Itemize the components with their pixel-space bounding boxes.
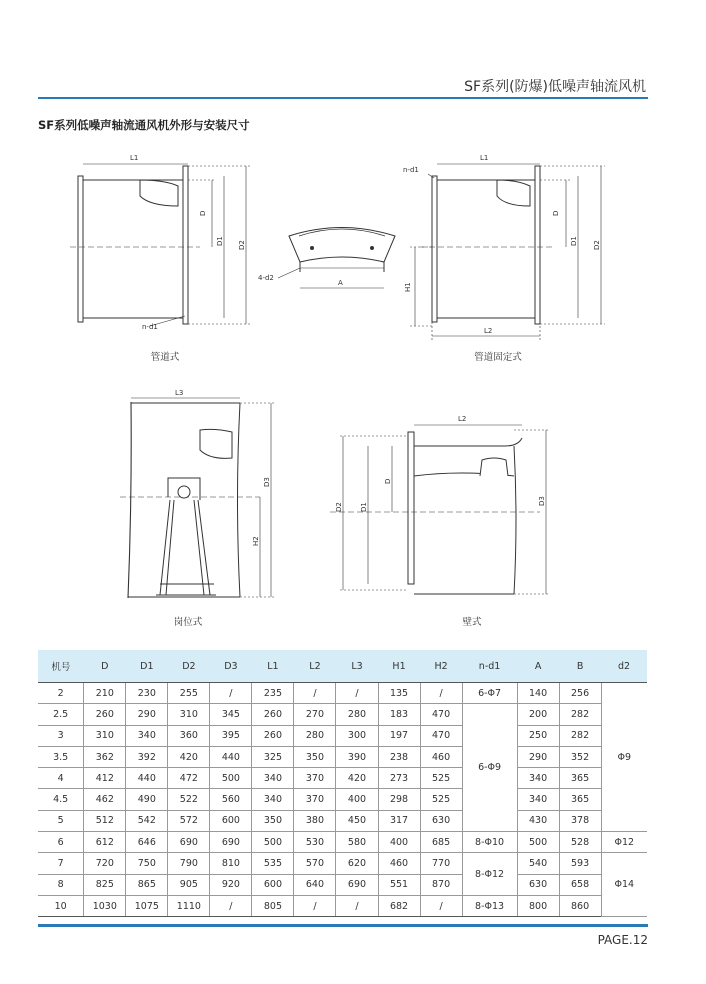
table-cell: 1075 — [126, 895, 168, 916]
table-cell: 1030 — [84, 895, 126, 916]
table-cell: 420 — [168, 746, 210, 767]
outlet-flange — [183, 166, 188, 324]
table-cell: 525 — [420, 789, 462, 810]
header-cell: d2 — [601, 650, 647, 683]
table-cell: 197 — [378, 725, 420, 746]
table-cell: 6-Φ9 — [462, 704, 517, 832]
table-cell: 500 — [210, 768, 252, 789]
outlet-flange — [535, 166, 540, 324]
label-d1: D1 — [570, 236, 578, 246]
table-cell: 630 — [420, 810, 462, 831]
table-cell: 4.5 — [38, 789, 84, 810]
table-cell: 298 — [378, 789, 420, 810]
table-cell: 570 — [294, 853, 336, 874]
label-d: D — [199, 210, 207, 216]
table-cell: 365 — [559, 789, 601, 810]
table-cell: 440 — [210, 746, 252, 767]
table-cell: 500 — [252, 832, 294, 853]
table-cell: 365 — [559, 768, 601, 789]
header-cell: D — [84, 650, 126, 683]
table-cell: Φ12 — [601, 832, 647, 853]
label-d2: D2 — [593, 240, 601, 250]
table-cell: 440 — [126, 768, 168, 789]
table-cell: 905 — [168, 874, 210, 895]
outlet-bellmouth — [514, 446, 516, 594]
table-cell: 865 — [126, 874, 168, 895]
table-cell: 310 — [84, 725, 126, 746]
table-cell: 1110 — [168, 895, 210, 916]
table-cell: 690 — [210, 832, 252, 853]
outlet-rim — [238, 403, 241, 597]
label-h2: H2 — [252, 536, 260, 546]
table-cell: 535 — [252, 853, 294, 874]
table-cell: 290 — [517, 746, 559, 767]
caption-fixed-duct-type: 管道固定式 — [474, 352, 522, 363]
motor-box — [140, 180, 178, 206]
table-cell: 490 — [126, 789, 168, 810]
table-cell: / — [336, 895, 378, 916]
shaft-hub — [178, 486, 190, 498]
header-cell: D3 — [210, 650, 252, 683]
table-cell: 290 — [126, 704, 168, 725]
table-cell: 352 — [559, 746, 601, 767]
table-cell: 8-Φ13 — [462, 895, 517, 916]
table-cell: 350 — [294, 746, 336, 767]
table-cell: 8 — [38, 874, 84, 895]
table-cell: / — [420, 683, 462, 704]
table-cell: 250 — [517, 725, 559, 746]
table-row — [38, 895, 647, 916]
drawing-duct-type — [70, 154, 250, 331]
technical-drawings — [0, 140, 706, 640]
table-cell: 235 — [252, 683, 294, 704]
table-cell: 8-Φ10 — [462, 832, 517, 853]
table-cell: 640 — [294, 874, 336, 895]
table-cell: 522 — [168, 789, 210, 810]
table-cell: 200 — [517, 704, 559, 725]
label-l3: L3 — [175, 389, 184, 397]
table-cell: 682 — [378, 895, 420, 916]
table-cell: 860 — [559, 895, 601, 916]
table-cell: 273 — [378, 768, 420, 789]
table-cell: 5 — [38, 810, 84, 831]
table-cell: 825 — [84, 874, 126, 895]
table-cell: 512 — [84, 810, 126, 831]
table-cell: 10 — [38, 895, 84, 916]
table-cell: / — [210, 895, 252, 916]
table-cell: 500 — [517, 832, 559, 853]
table-cell: Φ9 — [601, 683, 647, 832]
drawing-post-type — [120, 389, 275, 598]
table-row — [38, 853, 647, 874]
table-cell: 805 — [252, 895, 294, 916]
table-cell: 255 — [168, 683, 210, 704]
table-cell: 420 — [336, 768, 378, 789]
table-cell: 690 — [168, 832, 210, 853]
table-cell: 300 — [336, 725, 378, 746]
header-cell: D2 — [168, 650, 210, 683]
housing-edge — [414, 438, 522, 446]
caption-post-type: 岗位式 — [173, 617, 203, 628]
table-cell: 8-Φ12 — [462, 853, 517, 896]
header-cell: L2 — [294, 650, 336, 683]
table-row — [38, 768, 647, 789]
table-row — [38, 704, 647, 725]
table-cell: 3 — [38, 725, 84, 746]
header-cell: 机号 — [38, 650, 84, 683]
table-cell: 400 — [378, 832, 420, 853]
table-cell: 260 — [252, 704, 294, 725]
table-row — [38, 810, 647, 831]
table-cell: 690 — [336, 874, 378, 895]
table-cell: 256 — [559, 683, 601, 704]
table-cell: 345 — [210, 704, 252, 725]
label-l2: L2 — [458, 415, 467, 423]
table-cell: 400 — [336, 789, 378, 810]
table-cell: Φ14 — [601, 853, 647, 917]
drawing-mounting-foot — [258, 228, 395, 289]
label-d: D — [384, 478, 392, 484]
table-cell: 685 — [420, 832, 462, 853]
caption-duct-type: 管道式 — [150, 352, 180, 363]
table-cell: 370 — [294, 768, 336, 789]
table-cell: 750 — [126, 853, 168, 874]
label-d: D — [552, 210, 560, 216]
table-cell: 412 — [84, 768, 126, 789]
table-cell: 340 — [517, 789, 559, 810]
table-cell: 282 — [559, 725, 601, 746]
table-cell: 2 — [38, 683, 84, 704]
table-cell: 870 — [420, 874, 462, 895]
motor-box — [200, 429, 232, 458]
drawing-fixed-duct-type — [403, 154, 605, 340]
label-l1: L1 — [480, 154, 489, 162]
table-cell: 238 — [378, 746, 420, 767]
table-cell: 340 — [517, 768, 559, 789]
table-cell: 4 — [38, 768, 84, 789]
table-cell: / — [294, 683, 336, 704]
label-n-d1: n-d1 — [142, 323, 158, 331]
footer-divider — [38, 924, 648, 927]
table-header-row — [38, 650, 647, 683]
label-d1: D1 — [360, 502, 368, 512]
table-cell: 340 — [126, 725, 168, 746]
label-a: A — [338, 279, 343, 287]
header-cell: H1 — [378, 650, 420, 683]
table-cell: 280 — [336, 704, 378, 725]
label-d1: D1 — [216, 236, 224, 246]
table-cell: 810 — [210, 853, 252, 874]
drawing-wall-type — [330, 415, 550, 594]
wall-flange — [408, 432, 414, 584]
table-cell: 530 — [294, 832, 336, 853]
section-title: SF系列低噪声轴流通风机外形与安装尺寸 — [38, 118, 250, 132]
table-cell: 572 — [168, 810, 210, 831]
table-row — [38, 789, 647, 810]
table-cell: 551 — [378, 874, 420, 895]
table-cell: 310 — [168, 704, 210, 725]
header-cell: L3 — [336, 650, 378, 683]
table-cell: 620 — [336, 853, 378, 874]
table-cell: 270 — [294, 704, 336, 725]
table-cell: 460 — [420, 746, 462, 767]
table-cell: 630 — [517, 874, 559, 895]
motor-box — [480, 458, 508, 476]
table-cell: 658 — [559, 874, 601, 895]
table-body — [38, 683, 647, 917]
table-cell: 390 — [336, 746, 378, 767]
table-cell: 720 — [84, 853, 126, 874]
table-row — [38, 746, 647, 767]
table-cell: 920 — [210, 874, 252, 895]
table-cell: 525 — [420, 768, 462, 789]
drawings-svg — [0, 140, 706, 640]
table-cell: 325 — [252, 746, 294, 767]
table-cell: 560 — [210, 789, 252, 810]
table-cell: 260 — [252, 725, 294, 746]
motor-box — [497, 180, 530, 206]
foot-saddle — [289, 228, 395, 263]
header-divider — [38, 97, 648, 99]
table-cell: 135 — [378, 683, 420, 704]
label-l1: L1 — [130, 154, 139, 162]
label-n-d1: n-d1 — [403, 166, 419, 174]
table-cell: 140 — [517, 683, 559, 704]
table-cell: 580 — [336, 832, 378, 853]
table-cell: 317 — [378, 810, 420, 831]
caption-wall-type: 壁式 — [462, 617, 482, 628]
table-cell: 362 — [84, 746, 126, 767]
table-cell: 360 — [168, 725, 210, 746]
table-cell: 600 — [252, 874, 294, 895]
header-cell: D1 — [126, 650, 168, 683]
table-cell: 3.5 — [38, 746, 84, 767]
inlet-bellmouth — [128, 402, 131, 598]
table-row — [38, 874, 647, 895]
table-cell: 7 — [38, 853, 84, 874]
table-cell: / — [420, 895, 462, 916]
header-cell: H2 — [420, 650, 462, 683]
table-cell: 350 — [252, 810, 294, 831]
inlet-flange — [432, 176, 437, 322]
table-row — [38, 832, 647, 853]
table-cell: 542 — [126, 810, 168, 831]
table-cell: 593 — [559, 853, 601, 874]
table-cell: 282 — [559, 704, 601, 725]
table-cell: 380 — [294, 810, 336, 831]
header-cell: A — [517, 650, 559, 683]
table-cell: 370 — [294, 789, 336, 810]
table-cell: 600 — [210, 810, 252, 831]
table-cell: 378 — [559, 810, 601, 831]
table-cell: 646 — [126, 832, 168, 853]
table-cell: 6 — [38, 832, 84, 853]
table-cell: / — [210, 683, 252, 704]
table-cell: 340 — [252, 768, 294, 789]
inlet-flange — [78, 176, 83, 322]
table-cell: 230 — [126, 683, 168, 704]
table-cell: 395 — [210, 725, 252, 746]
label-h1: H1 — [404, 282, 412, 292]
page-header-title: SF系列(防爆)低噪声轴流风机 — [464, 79, 646, 95]
table-cell: 280 — [294, 725, 336, 746]
table-cell: 430 — [517, 810, 559, 831]
label-d2: D2 — [335, 502, 343, 512]
table-cell: 540 — [517, 853, 559, 874]
page-number: PAGE.12 — [597, 933, 648, 947]
table-cell: 462 — [84, 789, 126, 810]
table-cell: / — [336, 683, 378, 704]
label-l2: L2 — [484, 327, 493, 335]
table-cell: 470 — [420, 725, 462, 746]
table-cell: 790 — [168, 853, 210, 874]
table-cell: 183 — [378, 704, 420, 725]
header-cell: B — [559, 650, 601, 683]
table-cell: 770 — [420, 853, 462, 874]
table-cell: / — [294, 895, 336, 916]
label-4-d2: 4-d2 — [258, 274, 274, 282]
table-cell: 210 — [84, 683, 126, 704]
label-d2: D2 — [238, 240, 246, 250]
table-row — [38, 725, 647, 746]
table-cell: 612 — [84, 832, 126, 853]
header-cell: L1 — [252, 650, 294, 683]
table-cell: 528 — [559, 832, 601, 853]
table-cell: 472 — [168, 768, 210, 789]
header-cell: n-d1 — [462, 650, 517, 683]
label-d3: D3 — [538, 496, 546, 506]
table-cell: 450 — [336, 810, 378, 831]
table-cell: 470 — [420, 704, 462, 725]
label-d3: D3 — [263, 477, 271, 487]
table-cell: 800 — [517, 895, 559, 916]
table-row — [38, 683, 647, 704]
table-cell: 2.5 — [38, 704, 84, 725]
dimension-table — [38, 650, 647, 917]
table-cell: 6-Φ7 — [462, 683, 517, 704]
table-cell: 340 — [252, 789, 294, 810]
table-cell: 260 — [84, 704, 126, 725]
table-cell: 392 — [126, 746, 168, 767]
table-cell: 460 — [378, 853, 420, 874]
